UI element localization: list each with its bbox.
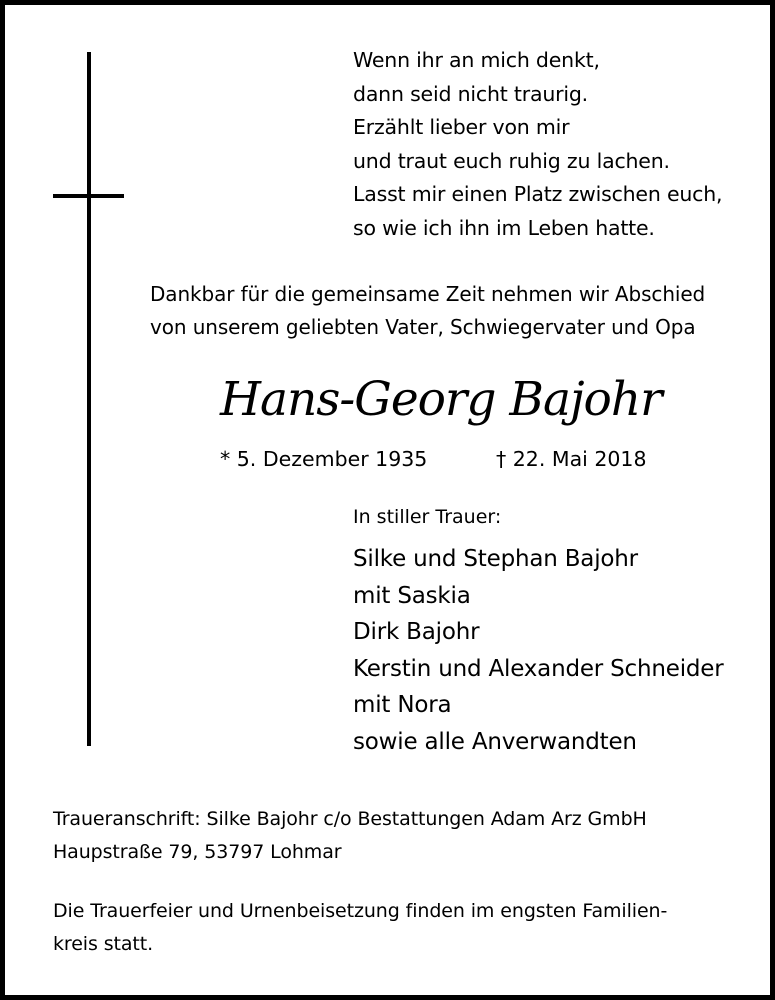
intro-line: Dankbar für die gemeinsame Zeit nehmen wir Abschied [150, 282, 706, 306]
birth-date: * 5. Dezember 1935 [220, 447, 428, 471]
mourner-entry: Silke und Stephan Bajohr [353, 546, 638, 572]
mourner-entry: mit Saskia [353, 582, 471, 609]
intro-text [150, 278, 705, 344]
ceremony-note [53, 895, 667, 961]
mourning-address [53, 803, 647, 869]
poem-line: Erzählt lieber von mir [353, 115, 570, 139]
poem-line: und traut euch ruhig zu lachen. [353, 148, 670, 173]
poem-line: dann seid nicht traurig. [353, 81, 588, 106]
mourning-label: In stiller Trauer: [353, 506, 502, 528]
cross-icon-horizontal-bar [53, 194, 124, 198]
ceremony-line: kreis statt. [53, 933, 154, 955]
poem-line: Lasst mir einen Platz zwischen euch, [353, 182, 723, 206]
ceremony-line: Die Trauerfeier und Urnenbeisetzung finden im engsten Familien- [53, 900, 668, 922]
mourner-entry: Kerstin und Alexander Schneider [353, 655, 724, 682]
poem-line: Wenn ihr an mich denkt, [353, 48, 600, 72]
mourners-list [353, 541, 724, 760]
death-date: † 22. Mai 2018 [496, 447, 647, 471]
mourner-entry: mit Nora [353, 692, 452, 718]
mourner-entry: Dirk Bajohr [353, 619, 480, 645]
poem [353, 44, 722, 245]
address-line: Traueranschrift: Silke Bajohr c/o Bestattungen Adam Arz GmbH [53, 808, 647, 830]
mourner-entry: sowie alle Anverwandten [353, 728, 637, 755]
deceased-name: Hans-Georg Bajohr [220, 372, 662, 427]
intro-line: von unserem geliebten Vater, Schwiegervater und Opa [150, 315, 696, 339]
cross-icon-vertical-bar [87, 52, 91, 746]
poem-line: so wie ich ihn im Leben hatte. [353, 215, 655, 240]
address-line: Haupstraße 79, 53797 Lohmar [53, 841, 342, 863]
